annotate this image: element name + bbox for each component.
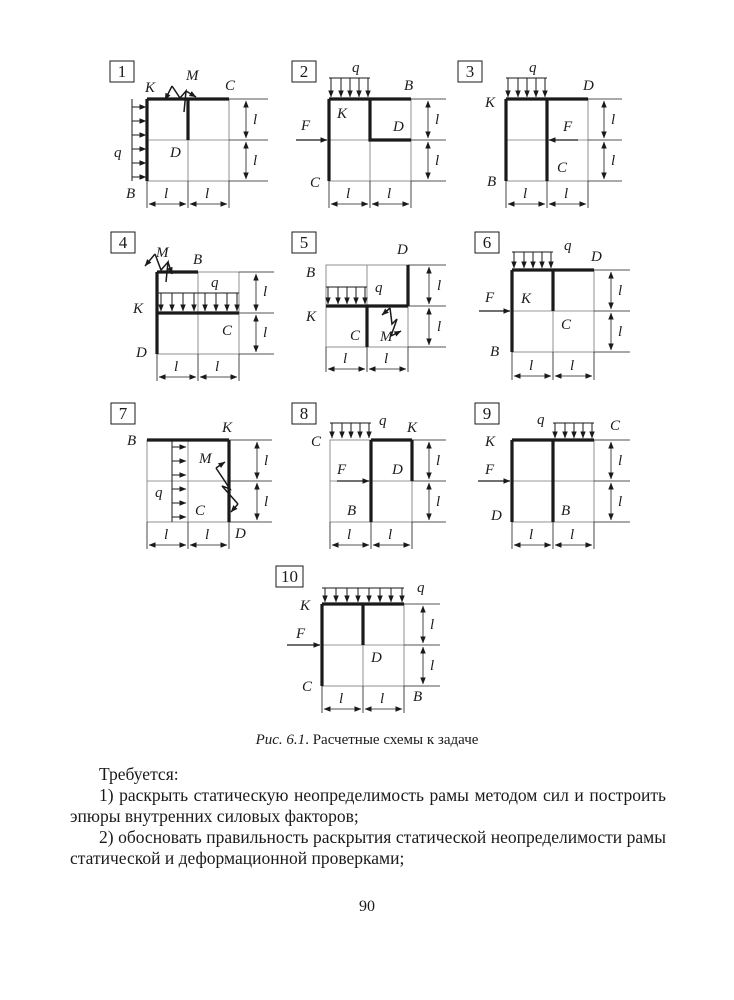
dim-l: l xyxy=(346,186,351,202)
label-q: q xyxy=(375,280,383,296)
distributed-load-q xyxy=(553,423,594,438)
figure-label: Рис. 6.1 xyxy=(255,732,306,748)
label-F: F xyxy=(485,462,495,478)
scheme-4 xyxy=(111,232,274,381)
dim-l: l xyxy=(380,691,385,707)
dim-l: l xyxy=(618,283,623,299)
label-D: D xyxy=(136,345,147,361)
dim-l: l xyxy=(388,527,393,543)
label-F: F xyxy=(296,626,306,642)
dim-l: l xyxy=(339,691,344,707)
dim-l: l xyxy=(570,358,575,374)
label-M: M xyxy=(380,329,393,345)
label-B: B xyxy=(490,344,500,360)
scheme-5 xyxy=(292,232,446,372)
label-q: q xyxy=(114,145,122,161)
page-number: 90 xyxy=(359,898,375,915)
dim-l: l xyxy=(343,351,348,367)
dim-l: l xyxy=(437,278,442,294)
distributed-load-q xyxy=(322,588,404,602)
label-F: F xyxy=(485,290,495,306)
scheme-number: 5 xyxy=(299,233,309,252)
dim-l: l xyxy=(611,153,616,169)
dim-l: l xyxy=(253,153,258,169)
scheme-number: 9 xyxy=(482,404,492,423)
label-D: D xyxy=(371,650,382,666)
moment-M xyxy=(216,462,238,512)
label-D: D xyxy=(591,249,602,265)
label-D: D xyxy=(235,526,246,542)
dim-l: l xyxy=(205,186,210,202)
label-K: K xyxy=(337,106,348,122)
dim-l: l xyxy=(611,112,616,128)
label-D: D xyxy=(583,78,594,94)
dim-l: l xyxy=(164,527,169,543)
distributed-load-q xyxy=(329,78,370,97)
scheme-number: 1 xyxy=(117,62,127,81)
scheme-number: 3 xyxy=(465,62,475,81)
dim-l: l xyxy=(618,324,623,340)
dim-l: l xyxy=(436,494,441,510)
label-D: D xyxy=(397,242,408,258)
label-C: C xyxy=(225,78,236,94)
task-requirements xyxy=(70,764,666,869)
label-D: D xyxy=(170,145,181,161)
label-B: B xyxy=(193,252,203,268)
requirements-intro: Требуется: xyxy=(99,764,179,784)
dim-l: l xyxy=(529,358,534,374)
label-B: B xyxy=(413,689,423,705)
label-q: q xyxy=(379,413,387,429)
label-K: K xyxy=(306,309,317,325)
requirement-item-1: 1) раскрыть статическую неопределимость рамы методом сил и построить эпюры внутренних силовых факторов; xyxy=(70,785,666,826)
label-B: B xyxy=(306,265,316,281)
label-F: F xyxy=(301,118,311,134)
label-K: K xyxy=(521,291,532,307)
dim-l: l xyxy=(570,527,575,543)
dim-l: l xyxy=(174,359,179,375)
scheme-number: 7 xyxy=(118,404,128,423)
distributed-load-q xyxy=(330,423,371,438)
label-C: C xyxy=(350,328,361,344)
label-C: C xyxy=(302,679,313,695)
distributed-load-q xyxy=(506,78,547,97)
distributed-load-q xyxy=(326,287,367,304)
scheme-10 xyxy=(276,566,440,713)
scheme-number: 10 xyxy=(281,567,298,586)
label-B: B xyxy=(347,503,357,519)
scheme-3 xyxy=(458,60,622,208)
label-B: B xyxy=(561,503,571,519)
label-q: q xyxy=(564,238,572,254)
dim-l: l xyxy=(618,494,623,510)
distributed-load-q xyxy=(132,99,146,181)
dim-l: l xyxy=(529,527,534,543)
dim-l: l xyxy=(430,658,435,674)
dim-l: l xyxy=(264,494,269,510)
dim-l: l xyxy=(387,186,392,202)
label-K: K xyxy=(222,420,233,436)
label-C: C xyxy=(561,317,572,333)
dim-l: l xyxy=(164,186,169,202)
dim-l: l xyxy=(523,186,528,202)
label-B: B xyxy=(404,78,414,94)
scheme-number: 8 xyxy=(299,404,309,423)
dim-l: l xyxy=(347,527,352,543)
label-C: C xyxy=(310,175,321,191)
dim-l: l xyxy=(430,617,435,633)
label-q: q xyxy=(529,60,537,76)
label-C: C xyxy=(311,434,322,450)
label-K: K xyxy=(485,95,496,111)
dim-l: l xyxy=(437,319,442,335)
label-C: C xyxy=(557,160,568,176)
scheme-8 xyxy=(292,403,446,549)
label-C: C xyxy=(610,418,621,434)
dim-l: l xyxy=(435,153,440,169)
label-B: B xyxy=(126,186,136,202)
label-q: q xyxy=(352,60,360,76)
label-C: C xyxy=(222,323,233,339)
label-K: K xyxy=(485,434,496,450)
dim-l: l xyxy=(436,453,441,469)
label-M: M xyxy=(199,451,212,467)
dim-l: l xyxy=(263,325,268,341)
dim-l: l xyxy=(264,453,269,469)
scheme-7 xyxy=(111,403,272,549)
distributed-load-q xyxy=(512,252,553,268)
label-q: q xyxy=(537,412,545,428)
label-M: M xyxy=(186,68,199,84)
scheme-2 xyxy=(292,60,446,208)
label-D: D xyxy=(491,508,502,524)
dim-l: l xyxy=(253,112,258,128)
figure-caption xyxy=(0,732,734,749)
label-F: F xyxy=(563,119,573,135)
label-F: F xyxy=(337,462,347,478)
scheme-9 xyxy=(475,403,630,549)
label-D: D xyxy=(393,119,404,135)
dim-l: l xyxy=(564,186,569,202)
label-K: K xyxy=(133,301,144,317)
figure-caption-text: . Расчетные схемы к задаче xyxy=(305,732,479,748)
requirement-item-2: 2) обосновать правильность раскрытия статической неопределимости рамы статической и деформационной проверками; xyxy=(70,827,666,868)
label-B: B xyxy=(127,433,137,449)
dim-l: l xyxy=(263,284,268,300)
dim-l: l xyxy=(384,351,389,367)
scheme-number: 4 xyxy=(118,233,128,252)
label-C: C xyxy=(195,503,206,519)
scheme-number: 2 xyxy=(299,62,309,81)
label-K: K xyxy=(300,598,311,614)
dim-l: l xyxy=(618,453,623,469)
label-D: D xyxy=(392,462,403,478)
label-M: M xyxy=(156,245,169,261)
label-q: q xyxy=(417,580,425,596)
label-K: K xyxy=(145,80,156,96)
label-B: B xyxy=(487,174,497,190)
dim-l: l xyxy=(215,359,220,375)
dim-l: l xyxy=(205,527,210,543)
dim-l: l xyxy=(435,112,440,128)
scheme-1 xyxy=(110,61,268,208)
scheme-6 xyxy=(475,232,630,380)
label-q: q xyxy=(155,485,163,501)
label-K: K xyxy=(407,420,418,436)
label-q: q xyxy=(211,275,219,291)
scheme-number: 6 xyxy=(482,233,492,252)
